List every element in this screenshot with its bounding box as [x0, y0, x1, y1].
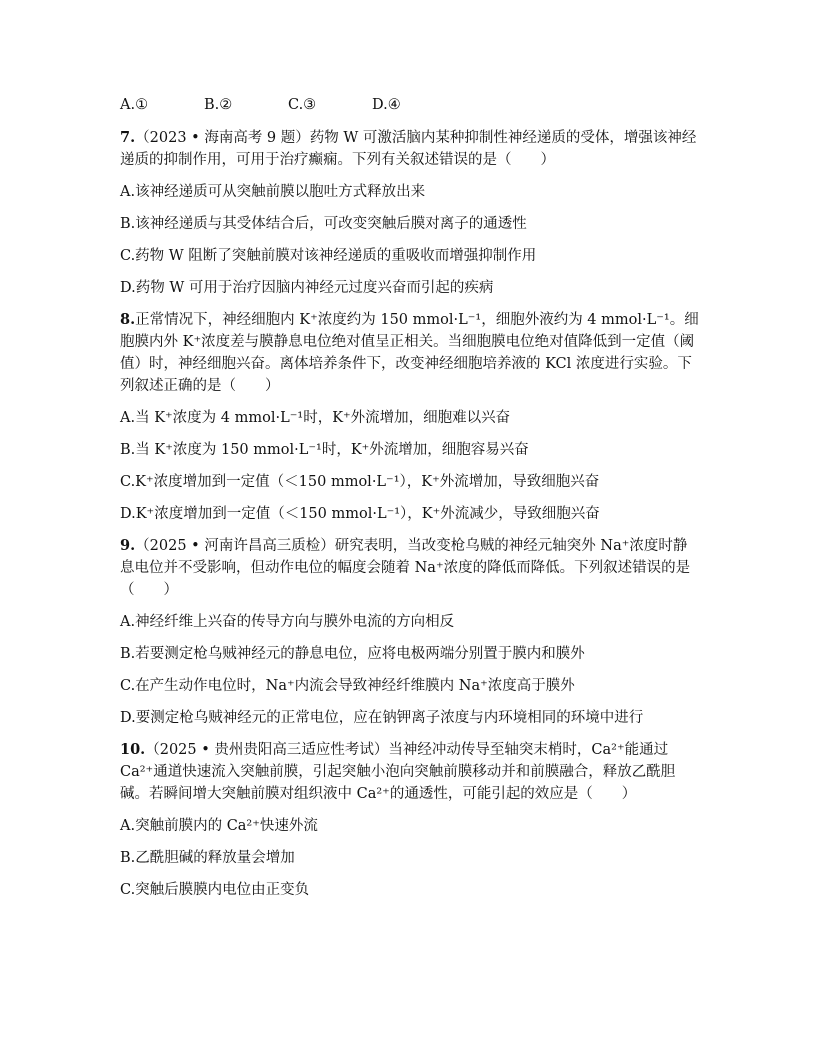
option-c[interactable]: C.在产生动作电位时，Na⁺内流会导致神经纤维膜内 Na⁺浓度高于膜外	[120, 678, 575, 694]
option-d[interactable]: D.药物 W 可用于治疗因脑内神经元过度兴奋而引起的疾病	[120, 280, 494, 296]
question-number: 8.	[120, 311, 136, 328]
option-c[interactable]: C.突触后膜膜内电位由正变负	[120, 882, 310, 898]
question-9	[120, 535, 700, 729]
option-b[interactable]: B.该神经递质与其受体结合后，可改变突触后膜对离子的通透性	[120, 216, 527, 232]
question-number: 7.	[120, 129, 136, 146]
option-d[interactable]: D.④	[372, 97, 401, 113]
option-c[interactable]: C.药物 W 阻断了突触前膜对该神经递质的重吸收而增强抑制作用	[120, 248, 537, 264]
question-number: 10.	[120, 741, 146, 758]
question-stem: （2023 • 海南高考 9 题）药物 W 可激活脑内某种抑制性神经递质的受体，增强该神经递质的抑制作用，可用于治疗癫痫。下列有关叙述错误的是（ ）	[120, 130, 697, 168]
question-8	[120, 309, 700, 525]
question-number: 9.	[120, 537, 136, 554]
option-a[interactable]: A.突触前膜内的 Ca²⁺快速外流	[120, 818, 318, 834]
option-d[interactable]: D.要测定枪乌贼神经元的正常电位，应在钠钾离子浓度与内环境相同的环境中进行	[120, 710, 644, 726]
option-b[interactable]: B.乙酰胆碱的释放量会增加	[120, 850, 295, 866]
option-a[interactable]: A.该神经递质可从突触前膜以胞吐方式释放出来	[120, 184, 426, 200]
question-stem: （2025 • 河南许昌高三质检）研究表明，当改变枪乌贼的神经元轴突外 Na⁺浓度时静息电位并不受影响，但动作电位的幅度会随着 Na⁺浓度的降低而降低。下列叙述错误的是（ ）	[120, 538, 691, 598]
question-10	[120, 739, 700, 901]
option-c[interactable]: C.K⁺浓度增加到一定值（＜150 mmol·L⁻¹），K⁺外流增加，导致细胞兴奋	[120, 474, 600, 490]
option-b[interactable]: B.若要测定枪乌贼神经元的静息电位，应将电极两端分别置于膜内和膜外	[120, 646, 585, 662]
previous-question-options	[120, 93, 700, 117]
option-a[interactable]: A.当 K⁺浓度为 4 mmol·L⁻¹时，K⁺外流增加，细胞难以兴奋	[120, 410, 511, 426]
option-a[interactable]: A.神经纤维上兴奋的传导方向与膜外电流的方向相反	[120, 614, 455, 630]
question-stem: （2025 • 贵州贵阳高三适应性考试）当神经冲动传导至轴突末梢时，Ca²⁺能通过 Ca²⁺通道快速流入突触前膜，引起突触小泡向突触前膜移动并和前膜融合，释放乙酰胆碱。若瞬间增大突触前膜对组织液中 Ca²⁺的通透性，可能引起的效应是（ ）	[120, 742, 676, 802]
option-a[interactable]: A.①	[120, 97, 149, 113]
question-stem: 正常情况下，神经细胞内 K⁺浓度约为 150 mmol·L⁻¹，细胞外液约为 4 mmol·L⁻¹。细胞膜内外 K⁺浓度差与膜静息电位绝对值呈正相关。当细胞膜电位绝对值降低到一定值（阈值）时，神经细胞兴奋。离体培养条件下，改变神经细胞培养液的 KCl 浓度进行实验。下列叙述正确的是（ ）	[120, 312, 699, 394]
option-b[interactable]: B.②	[204, 97, 233, 113]
document-page	[120, 93, 700, 911]
option-c[interactable]: C.③	[288, 97, 317, 113]
question-7	[120, 127, 700, 299]
option-b[interactable]: B.当 K⁺浓度为 150 mmol·L⁻¹时，K⁺外流增加，细胞容易兴奋	[120, 442, 529, 458]
option-d[interactable]: D.K⁺浓度增加到一定值（＜150 mmol·L⁻¹），K⁺外流减少，导致细胞兴奋	[120, 506, 600, 522]
